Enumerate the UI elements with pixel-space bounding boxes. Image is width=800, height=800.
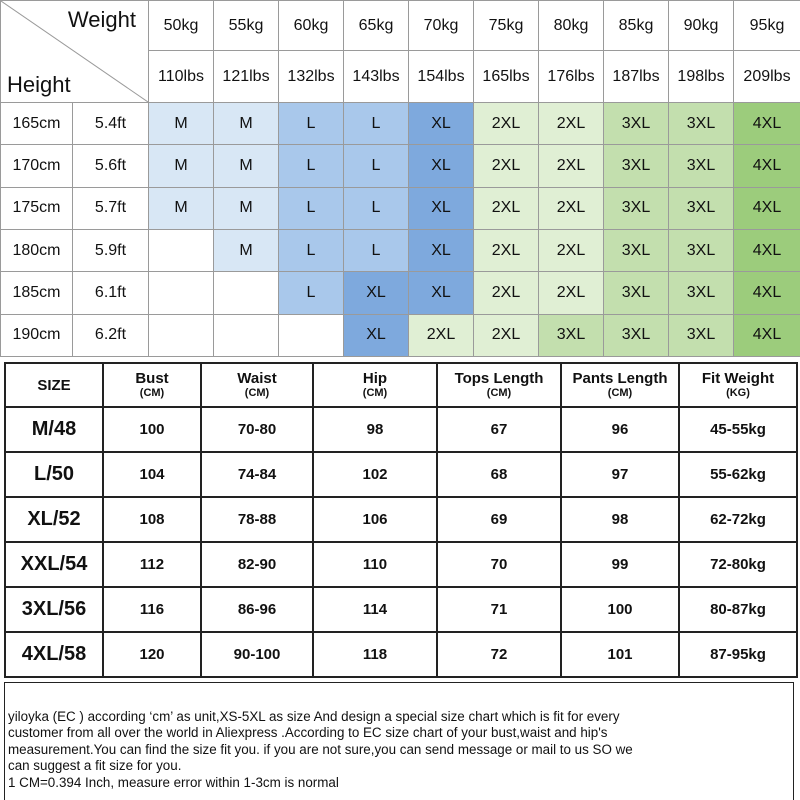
- hip-cell: 106: [313, 497, 437, 542]
- bust-cell: 108: [103, 497, 201, 542]
- weight-lbs-header: 187lbs: [604, 51, 669, 103]
- size-cell: 3XL: [604, 314, 669, 356]
- weight-lbs-header: 198lbs: [669, 51, 734, 103]
- size-label-cell: XXL/54: [5, 542, 103, 587]
- size-cell: 3XL: [669, 145, 734, 187]
- measurement-table: [4, 362, 798, 678]
- hip-cell: 118: [313, 632, 437, 677]
- size-cell: XL: [409, 272, 474, 314]
- size-label-cell: 3XL/56: [5, 587, 103, 632]
- measure-row: [5, 542, 797, 587]
- measure-header-label: Bust: [135, 370, 169, 387]
- bust-cell: 100: [103, 407, 201, 452]
- height-cm-cell: 190cm: [1, 314, 73, 356]
- measure-header: [679, 363, 797, 407]
- measure-row: [5, 587, 797, 632]
- size-cell: 3XL: [669, 103, 734, 145]
- tops-length-cell: 70: [437, 542, 561, 587]
- weight-lbs-header: 121lbs: [214, 51, 279, 103]
- height-weight-table: [0, 0, 800, 357]
- pants-length-cell: 99: [561, 542, 679, 587]
- height-ft-cell: 6.2ft: [73, 314, 149, 356]
- hip-cell: 110: [313, 542, 437, 587]
- measure-header-label: SIZE: [37, 376, 71, 394]
- size-cell: [149, 272, 214, 314]
- size-cell: [214, 314, 279, 356]
- note-line: 1 CM=0.394 Inch, measure error within 1-3cm is normal: [8, 774, 339, 790]
- measure-header-unit: (CM): [244, 387, 270, 399]
- measure-header-label: Fit Weight: [701, 370, 775, 387]
- measure-header-unit: (CM): [486, 387, 512, 399]
- waist-cell: 70-80: [201, 407, 313, 452]
- height-row: [1, 229, 800, 271]
- size-cell: 4XL: [734, 229, 800, 271]
- size-cell: 2XL: [474, 145, 539, 187]
- size-cell: 3XL: [604, 187, 669, 229]
- pants-length-cell: 101: [561, 632, 679, 677]
- height-row: [1, 103, 800, 145]
- size-cell: L: [344, 145, 409, 187]
- size-cell: L: [344, 103, 409, 145]
- size-cell: 4XL: [734, 314, 800, 356]
- size-cell: M: [214, 145, 279, 187]
- weight-kg-header: 70kg: [409, 1, 474, 51]
- fit-weight-cell: 80-87kg: [679, 587, 797, 632]
- tops-length-cell: 72: [437, 632, 561, 677]
- tops-length-cell: 69: [437, 497, 561, 542]
- measure-header: [201, 363, 313, 407]
- size-cell: 2XL: [474, 103, 539, 145]
- fit-weight-cell: 72-80kg: [679, 542, 797, 587]
- size-cell: 3XL: [539, 314, 604, 356]
- size-cell: [149, 229, 214, 271]
- size-cell: L: [344, 229, 409, 271]
- tops-length-cell: 71: [437, 587, 561, 632]
- hip-cell: 98: [313, 407, 437, 452]
- hip-cell: 102: [313, 452, 437, 497]
- measure-row: [5, 407, 797, 452]
- weight-lbs-header: 132lbs: [279, 51, 344, 103]
- size-cell: XL: [409, 103, 474, 145]
- tops-length-cell: 67: [437, 407, 561, 452]
- size-cell: M: [149, 187, 214, 229]
- weight-kg-header: 90kg: [669, 1, 734, 51]
- bust-cell: 116: [103, 587, 201, 632]
- weight-kg-header: 80kg: [539, 1, 604, 51]
- size-cell: L: [279, 187, 344, 229]
- height-cm-cell: 180cm: [1, 229, 73, 271]
- tops-length-cell: 68: [437, 452, 561, 497]
- weight-kg-header: 75kg: [474, 1, 539, 51]
- pants-length-cell: 100: [561, 587, 679, 632]
- measure-row: [5, 452, 797, 497]
- size-label-cell: XL/52: [5, 497, 103, 542]
- height-row: [1, 145, 800, 187]
- size-cell: L: [279, 272, 344, 314]
- fit-weight-cell: 87-95kg: [679, 632, 797, 677]
- size-cell: L: [344, 187, 409, 229]
- size-cell: 2XL: [539, 187, 604, 229]
- height-cm-cell: 175cm: [1, 187, 73, 229]
- note-line: customer from all over the world in Aliexpress .According to EC size chart of your bust,waist and hip's: [8, 725, 608, 741]
- measure-header-unit: (CM): [362, 387, 388, 399]
- measure-header-unit: (CM): [139, 387, 165, 399]
- size-cell: 2XL: [409, 314, 474, 356]
- waist-cell: 90-100: [201, 632, 313, 677]
- size-cell: 4XL: [734, 187, 800, 229]
- size-label-cell: M/48: [5, 407, 103, 452]
- hip-cell: 114: [313, 587, 437, 632]
- measure-row: [5, 497, 797, 542]
- size-cell: 2XL: [474, 314, 539, 356]
- size-label-cell: L/50: [5, 452, 103, 497]
- size-cell: 3XL: [604, 229, 669, 271]
- weight-kg-header: 55kg: [214, 1, 279, 51]
- measure-row: [5, 632, 797, 677]
- measure-header: [5, 363, 103, 407]
- weight-kg-header: 50kg: [149, 1, 214, 51]
- height-ft-cell: 5.7ft: [73, 187, 149, 229]
- size-cell: XL: [344, 272, 409, 314]
- measure-header-label: Tops Length: [454, 370, 544, 387]
- pants-length-cell: 97: [561, 452, 679, 497]
- note-line: measurement.You can find the size fit you. if you are not sure,you can send message or mail to us SO we: [8, 741, 633, 757]
- size-cell: M: [214, 103, 279, 145]
- weight-lbs-header: 154lbs: [409, 51, 474, 103]
- height-axis-label: Height: [7, 72, 71, 97]
- size-cell: M: [214, 229, 279, 271]
- size-cell: 4XL: [734, 145, 800, 187]
- size-cell: [149, 314, 214, 356]
- size-cell: 3XL: [604, 145, 669, 187]
- height-row: [1, 272, 800, 314]
- bust-cell: 104: [103, 452, 201, 497]
- note-line: yiloyka (EC ) according ‘cm’ as unit,XS-5XL as size And design a special size chart which is fit for every: [8, 709, 620, 724]
- size-cell: 2XL: [539, 272, 604, 314]
- height-ft-cell: 5.6ft: [73, 145, 149, 187]
- measure-header: [437, 363, 561, 407]
- size-label-cell: 4XL/58: [5, 632, 103, 677]
- size-cell: XL: [409, 187, 474, 229]
- waist-cell: 78-88: [201, 497, 313, 542]
- bust-cell: 112: [103, 542, 201, 587]
- height-ft-cell: 5.9ft: [73, 229, 149, 271]
- weight-axis-label: Weight: [67, 7, 136, 32]
- weight-lbs-header: 110lbs: [149, 51, 214, 103]
- size-cell: M: [214, 187, 279, 229]
- measure-header: [313, 363, 437, 407]
- size-cell: M: [149, 145, 214, 187]
- size-cell: 4XL: [734, 103, 800, 145]
- measure-header-unit: (CM): [607, 387, 633, 399]
- size-cell: 2XL: [474, 187, 539, 229]
- measure-header-label: Waist: [237, 370, 277, 387]
- weight-lbs-header: 209lbs: [734, 51, 800, 103]
- measure-header-unit: (KG): [726, 387, 750, 399]
- waist-cell: 86-96: [201, 587, 313, 632]
- height-row: [1, 314, 800, 356]
- note-line: can suggest a fit size for you.: [8, 758, 182, 774]
- measurement-chart: [4, 362, 796, 678]
- measure-header-label: Hip: [362, 370, 388, 387]
- height-cm-cell: 165cm: [1, 103, 73, 145]
- size-cell: 2XL: [474, 272, 539, 314]
- height-cm-cell: 185cm: [1, 272, 73, 314]
- size-cell: 3XL: [604, 272, 669, 314]
- size-cell: 3XL: [669, 272, 734, 314]
- waist-cell: 82-90: [201, 542, 313, 587]
- size-note: [4, 682, 794, 800]
- weight-lbs-header: 165lbs: [474, 51, 539, 103]
- weight-lbs-header: 143lbs: [344, 51, 409, 103]
- fit-weight-cell: 62-72kg: [679, 497, 797, 542]
- size-cell: M: [149, 103, 214, 145]
- size-cell: XL: [409, 145, 474, 187]
- fit-weight-cell: 55-62kg: [679, 452, 797, 497]
- height-row: [1, 187, 800, 229]
- measure-header: [103, 363, 201, 407]
- pants-length-cell: 98: [561, 497, 679, 542]
- size-cell: 2XL: [539, 145, 604, 187]
- bust-cell: 120: [103, 632, 201, 677]
- size-cell: 3XL: [604, 103, 669, 145]
- pants-length-cell: 96: [561, 407, 679, 452]
- size-cell: 2XL: [539, 229, 604, 271]
- weight-lbs-header: 176lbs: [539, 51, 604, 103]
- size-cell: [214, 272, 279, 314]
- size-cell: L: [279, 145, 344, 187]
- size-cell: 2XL: [539, 103, 604, 145]
- size-cell: 3XL: [669, 314, 734, 356]
- weight-kg-header: 95kg: [734, 1, 800, 51]
- size-cell: 4XL: [734, 272, 800, 314]
- waist-cell: 74-84: [201, 452, 313, 497]
- size-cell: L: [279, 103, 344, 145]
- size-cell: XL: [344, 314, 409, 356]
- corner-header: [1, 1, 149, 103]
- size-cell: 2XL: [474, 229, 539, 271]
- size-cell: 3XL: [669, 187, 734, 229]
- height-cm-cell: 170cm: [1, 145, 73, 187]
- height-ft-cell: 5.4ft: [73, 103, 149, 145]
- measure-header-label: Pants Length: [572, 370, 668, 387]
- weight-kg-header: 65kg: [344, 1, 409, 51]
- fit-weight-cell: 45-55kg: [679, 407, 797, 452]
- size-cell: [279, 314, 344, 356]
- measure-header: [561, 363, 679, 407]
- size-cell: XL: [409, 229, 474, 271]
- weight-kg-header: 60kg: [279, 1, 344, 51]
- height-ft-cell: 6.1ft: [73, 272, 149, 314]
- size-cell: 3XL: [669, 229, 734, 271]
- height-weight-size-grid: [0, 0, 800, 357]
- size-cell: L: [279, 229, 344, 271]
- weight-kg-header: 85kg: [604, 1, 669, 51]
